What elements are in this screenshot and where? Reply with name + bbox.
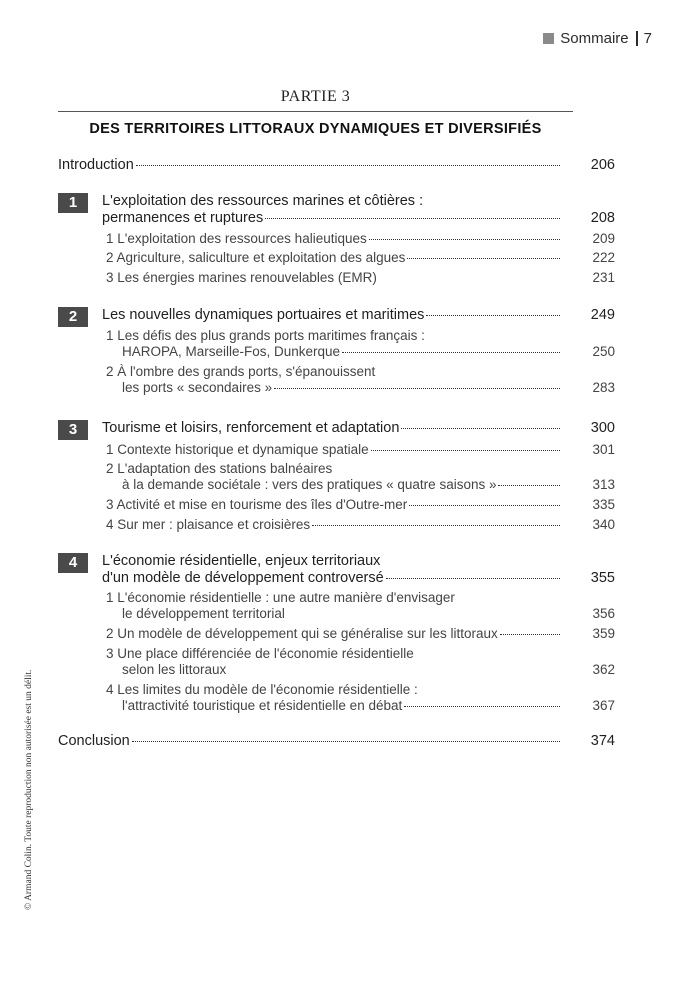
part-title: DES TERRITOIRES LITTORAUX DYNAMIQUES ET DIVERSIFIÉS [89, 121, 542, 137]
entry-page: 313 [592, 477, 615, 492]
toc-entry-section[interactable] [122, 344, 615, 359]
entry-page: 208 [590, 210, 615, 226]
entry-label: Introduction [58, 157, 134, 173]
entry-label: l'attractivité touristique et résidentielle en débat [122, 698, 403, 713]
section-title-line[interactable]: 3 Une place différenciée de l'économie résidentielle [106, 646, 414, 661]
entry-label: HAROPA, Marseille-Fos, Dunkerque [122, 344, 341, 359]
dot-leader [136, 165, 560, 166]
entry-page: 356 [592, 606, 615, 621]
chapter-number-badge: 2 [58, 307, 88, 327]
entry-label: 3 Activité et mise en tourisme des îles d'Outre-mer [106, 497, 408, 512]
entry-label: permanences et ruptures [102, 210, 264, 226]
entry-label: les ports « secondaires » [122, 380, 273, 395]
dot-leader [426, 315, 560, 316]
dot-leader [132, 741, 560, 742]
entry-label: Conclusion [58, 733, 130, 749]
entry-page: 300 [590, 420, 615, 436]
running-header [543, 30, 652, 47]
header-page-number: 7 [643, 30, 652, 47]
entry-label: le développement territorial [122, 606, 285, 621]
toc-entry-introduction[interactable] [58, 157, 615, 173]
entry-page: 283 [592, 380, 615, 395]
part-rule [58, 111, 573, 112]
entry-page: 355 [590, 570, 615, 586]
chapter-number-badge: 3 [58, 420, 88, 440]
toc-entry-section[interactable] [122, 606, 615, 621]
section-title-line[interactable]: 1 Les défis des plus grands ports maritimes français : [106, 328, 425, 343]
entry-page: 335 [592, 497, 615, 512]
entry-page: 301 [592, 442, 615, 457]
toc-entry-chapter[interactable] [102, 210, 615, 226]
chapter-title[interactable]: L'exploitation des ressources marines et côtières : [102, 193, 424, 209]
header-divider [636, 31, 638, 46]
entry-label: Tourisme et loisirs, renforcement et adaptation [102, 420, 400, 436]
dot-leader [274, 388, 560, 389]
entry-page: 250 [592, 344, 615, 359]
entry-page: 222 [592, 250, 615, 265]
toc-entry-chapter[interactable] [102, 420, 615, 436]
dot-leader [265, 218, 560, 219]
toc-entry-chapter[interactable] [102, 307, 615, 323]
entry-label: d'un modèle de développement controversé [102, 570, 384, 586]
toc-entry-section[interactable] [122, 380, 615, 395]
entry-page: 374 [590, 733, 615, 749]
toc-entry-section[interactable] [106, 270, 615, 285]
dot-leader [500, 634, 560, 635]
entry-page: 359 [592, 626, 615, 641]
dot-leader [407, 258, 560, 259]
dot-leader [498, 485, 560, 486]
entry-page: 249 [590, 307, 615, 323]
dot-leader [386, 578, 560, 579]
entry-label: 3 Les énergies marines renouvelables (EMR) [106, 270, 377, 285]
section-title-line[interactable]: 1 L'économie résidentielle : une autre manière d'envisager [106, 590, 455, 605]
dot-leader [409, 505, 560, 506]
entry-label: 4 Sur mer : plaisance et croisières [106, 517, 311, 532]
entry-page: 231 [592, 270, 615, 285]
dot-leader [342, 352, 560, 353]
entry-label: Les nouvelles dynamiques portuaires et maritimes [102, 307, 425, 323]
toc-entry-section[interactable] [122, 698, 615, 713]
toc-entry-section[interactable] [106, 497, 615, 512]
dot-leader [312, 525, 560, 526]
entry-page: 206 [590, 157, 615, 173]
section-title-line[interactable]: 2 L'adaptation des stations balnéaires [106, 461, 333, 476]
section-title-line[interactable]: 2 À l'ombre des grands ports, s'épanouissent [106, 364, 376, 379]
toc-entry-chapter[interactable] [102, 570, 615, 586]
chapter-number-badge: 4 [58, 553, 88, 573]
toc-entry-section[interactable] [106, 231, 615, 246]
entry-label: 2 Agriculture, saliculture et exploitation des algues [106, 250, 406, 265]
part-label: PARTIE 3 [280, 88, 351, 105]
dot-leader [401, 428, 560, 429]
entry-page: 340 [592, 517, 615, 532]
entry-page: 209 [592, 231, 615, 246]
header-square-marker [543, 33, 554, 44]
dot-leader [404, 706, 560, 707]
toc-entry-section[interactable] [106, 626, 615, 641]
dot-leader [369, 239, 560, 240]
toc-entry-conclusion[interactable] [58, 733, 615, 749]
copyright-notice: © Armand Colin. Toute reproduction non autorisée est un délit. [24, 669, 34, 910]
toc-entry-section[interactable] [122, 662, 615, 677]
chapter-title[interactable]: L'économie résidentielle, enjeux territoriaux [102, 553, 381, 569]
entry-label: selon les littoraux [122, 662, 227, 677]
entry-label: 1 L'exploitation des ressources halieutiques [106, 231, 367, 246]
toc-entry-section[interactable] [106, 442, 615, 457]
toc-entry-section[interactable] [106, 517, 615, 532]
entry-page: 367 [592, 698, 615, 713]
dot-leader [371, 450, 560, 451]
toc-entry-section[interactable] [106, 250, 615, 265]
entry-page: 362 [592, 662, 615, 677]
header-label: Sommaire [560, 30, 629, 47]
toc-entry-section[interactable] [122, 477, 615, 492]
entry-label: 1 Contexte historique et dynamique spatiale [106, 442, 369, 457]
entry-label: à la demande sociétale : vers des pratiques « quatre saisons » [122, 477, 497, 492]
chapter-number-badge: 1 [58, 193, 88, 213]
section-title-line[interactable]: 4 Les limites du modèle de l'économie résidentielle : [106, 682, 418, 697]
entry-label: 2 Un modèle de développement qui se généralise sur les littoraux [106, 626, 498, 641]
